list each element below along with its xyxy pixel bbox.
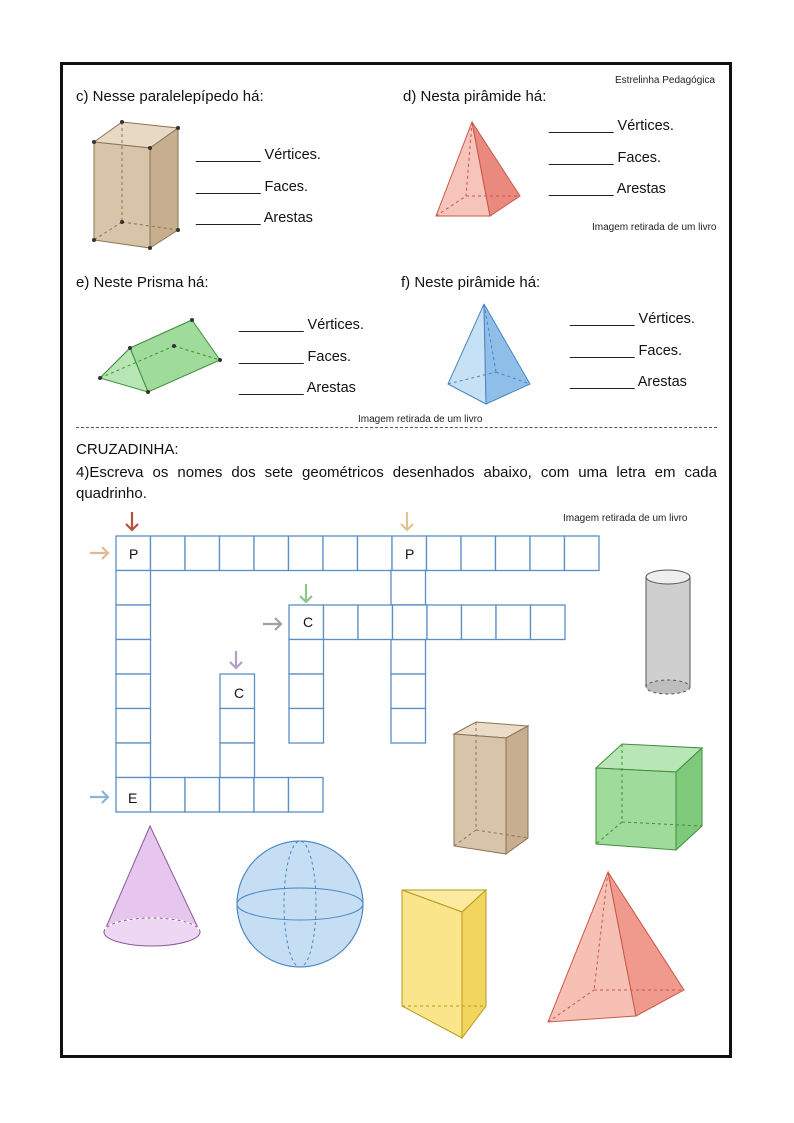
image-credit-1: Imagem retirada de um livro — [592, 222, 717, 233]
question-e-title: e) Neste Prisma há: — [76, 274, 209, 291]
crossword-cell[interactable] — [427, 536, 462, 571]
letter-c-1: C — [303, 614, 314, 630]
crossword-cell[interactable] — [391, 709, 426, 744]
crossword-cell[interactable] — [116, 640, 151, 675]
crossword-cell[interactable] — [116, 571, 151, 606]
cone-image — [100, 822, 205, 952]
crossword-cell[interactable] — [289, 640, 324, 675]
arrow-purple — [230, 651, 242, 668]
letter-p-1: P — [129, 546, 139, 562]
crossword-cell[interactable] — [462, 605, 497, 640]
crossword-cell[interactable] — [220, 709, 255, 744]
crossword-cell[interactable] — [116, 674, 151, 709]
crossword-cell[interactable] — [289, 709, 324, 744]
crossword-cell[interactable] — [565, 536, 600, 571]
question-f-title: f) Neste pirâmide há: — [401, 274, 541, 291]
arrow-green — [300, 584, 312, 602]
crossword-cell[interactable] — [391, 674, 426, 709]
d-faces-line: ________ Faces. — [549, 150, 662, 166]
triangular-prism-image — [90, 308, 225, 398]
crossword-cell[interactable] — [116, 743, 151, 778]
pyramid-pink-large-image — [542, 866, 692, 1031]
crossword-cell[interactable] — [530, 536, 565, 571]
section-divider — [76, 427, 717, 428]
pyramid-blue-image — [440, 296, 540, 411]
arrow-beige-left — [90, 547, 108, 559]
letter-e-1: E — [128, 790, 138, 806]
triangular-prism-yellow-image — [396, 884, 491, 1044]
crossword-title: CRUZADINHA: — [76, 441, 179, 458]
arrow-beige-top — [401, 512, 413, 530]
crossword-cell[interactable] — [116, 605, 151, 640]
arrow-gray — [263, 618, 281, 630]
crossword-cell[interactable] — [151, 778, 186, 813]
crossword-cell[interactable] — [116, 709, 151, 744]
e-arestas-line: ________ Arestas — [239, 380, 356, 396]
image-credit-2: Imagem retirada de um livro — [358, 414, 483, 425]
e-vertices-line: ________ Vértices. — [239, 317, 364, 333]
crossword-cell[interactable] — [461, 536, 496, 571]
f-faces-line: ________ Faces. — [570, 343, 683, 359]
crossword-grid — [80, 508, 620, 828]
pyramid-pink-image — [420, 112, 530, 224]
crossword-cell[interactable] — [220, 536, 255, 571]
crossword-cell[interactable] — [427, 605, 462, 640]
question-c-title: c) Nesse paralelepípedo há: — [76, 88, 264, 105]
letter-c-2: C — [234, 685, 245, 701]
crossword-cell[interactable] — [220, 743, 255, 778]
arrow-red — [126, 512, 138, 530]
letter-p-2: P — [405, 546, 415, 562]
crossword-cell[interactable] — [391, 571, 426, 606]
crossword-cell[interactable] — [289, 778, 324, 813]
crossword-cell[interactable] — [185, 778, 220, 813]
crossword-cell[interactable] — [358, 536, 393, 571]
crossword-cell[interactable] — [323, 536, 358, 571]
e-faces-line: ________ Faces. — [239, 349, 352, 365]
c-faces-line: ________ Faces. — [196, 179, 309, 195]
crossword-cell[interactable] — [151, 536, 186, 571]
f-arestas-line: ________ Arestas — [570, 374, 687, 390]
cube-image — [590, 738, 708, 854]
crossword-cell[interactable] — [531, 605, 566, 640]
crossword-cell[interactable] — [391, 640, 426, 675]
crossword-cell[interactable] — [185, 536, 220, 571]
crossword-cell[interactable] — [496, 536, 531, 571]
d-vertices-line: ________ Vértices. — [549, 118, 674, 134]
crossword-cell[interactable] — [358, 605, 393, 640]
crossword-instruction: 4)Escreva os nomes dos sete geométricos desenhados abaixo, com uma letra em cada quadrinho. — [76, 464, 717, 502]
d-arestas-line: ________ Arestas — [549, 181, 666, 197]
cylinder-image — [636, 565, 698, 700]
crossword-cell[interactable] — [254, 536, 289, 571]
c-vertices-line: ________ Vértices. — [196, 147, 321, 163]
arrow-blue — [90, 791, 108, 803]
crossword-cell[interactable] — [324, 605, 359, 640]
crossword-cell[interactable] — [289, 674, 324, 709]
crossword-cell[interactable] — [496, 605, 531, 640]
parallelepiped-2-image — [448, 718, 538, 858]
crossword-cell[interactable] — [220, 778, 255, 813]
crossword-cell[interactable] — [254, 778, 289, 813]
question-d-title: d) Nesta pirâmide há: — [403, 88, 547, 105]
c-arestas-line: ________ Arestas — [196, 210, 313, 226]
crossword-cell[interactable] — [289, 536, 324, 571]
f-vertices-line: ________ Vértices. — [570, 311, 695, 327]
sphere-image — [232, 836, 368, 972]
image-credit-3: Imagem retirada de um livro — [563, 513, 688, 524]
parallelepiped-image — [82, 112, 192, 252]
brand-label: Estrelinha Pedagógica — [615, 75, 716, 86]
crossword-cell[interactable] — [393, 605, 428, 640]
